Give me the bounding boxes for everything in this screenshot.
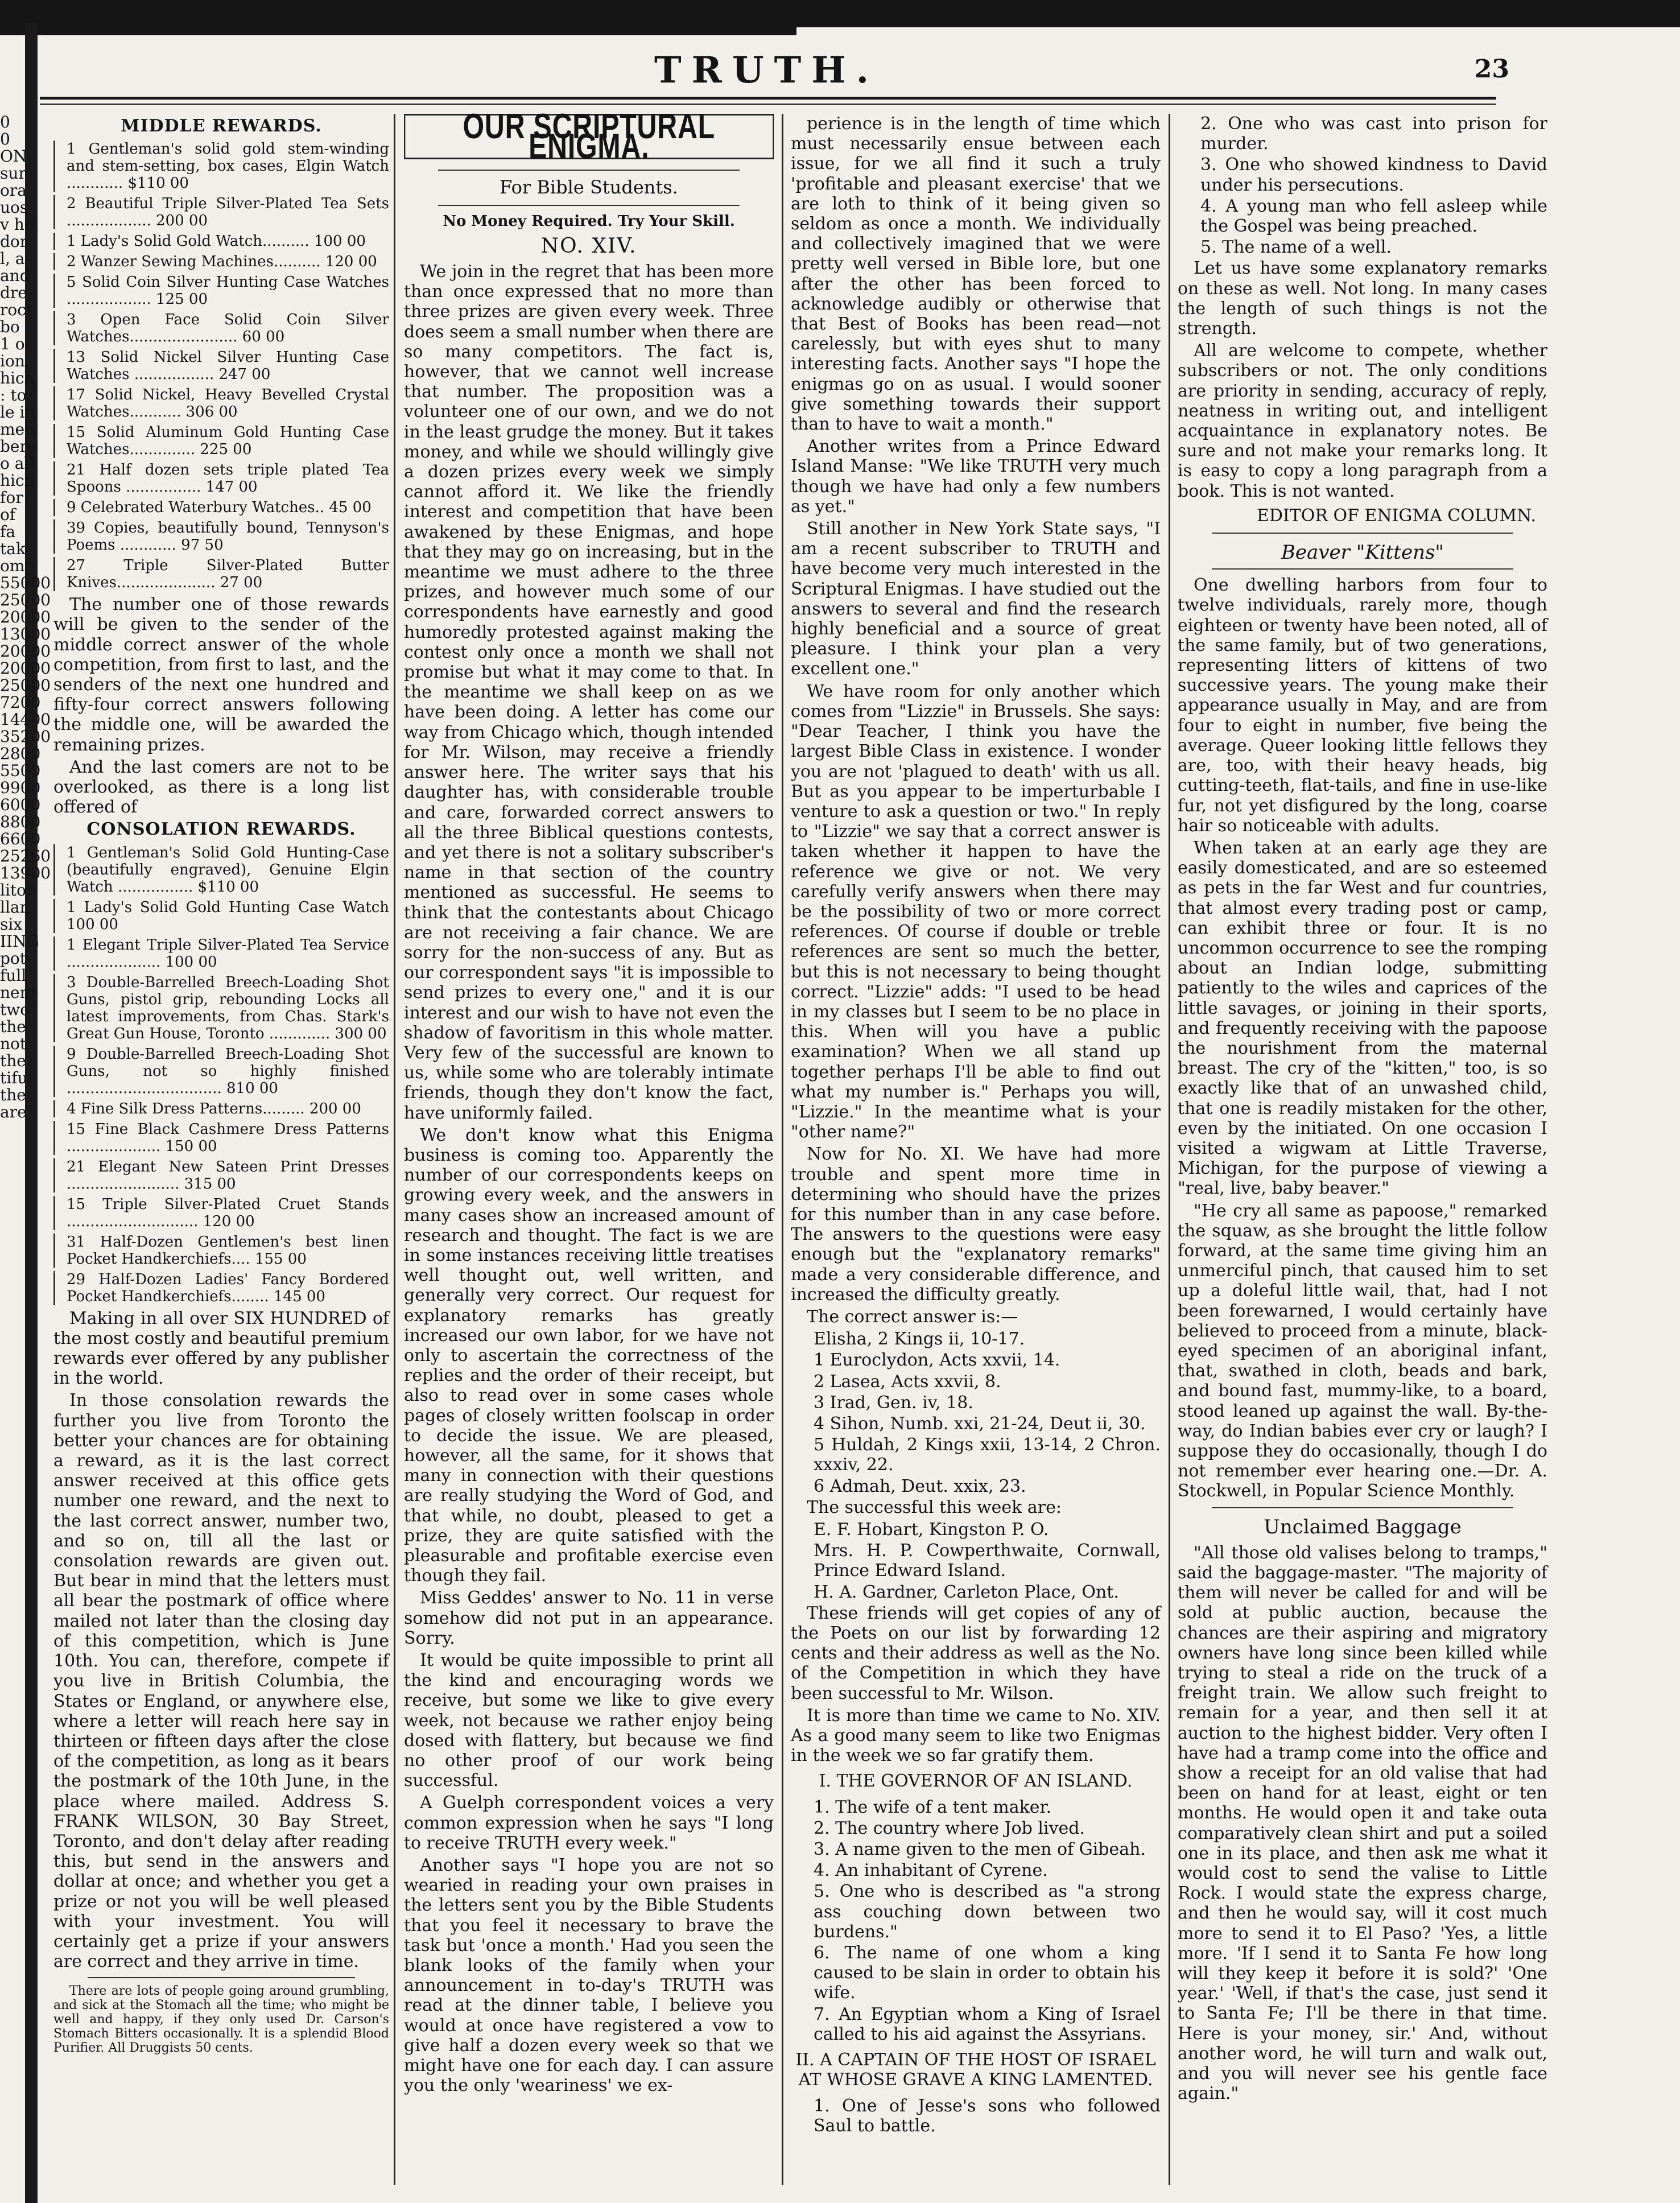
paragraph: When taken at an early age they are easily domesticated, and are so esteemed as pets in the far West and fur countries, that almost every trading post or camp, can exhibit three or four. It is no uncommon occurrence to see the romping about an Indian lodge, submitting patiently to the wiles and caprices of the little savages, or joining in their sports, and frequently receiving with the papoose the nourishment from the maternal breast. The cry of the "kitten," too, is so exactly like that of an unwashed child, that one is readily mistaken for the other, even by the initiated. On one occasion I visited a wigwam at Little Traverse, Michigan, for the purpose of viewing a "real, live, baby beaver." bbox=[1178, 838, 1547, 1199]
advertisement-text: There are lots of people going around grumbling, and sick at the Stomach all the time; who might be well and happy, if they only used Dr. Carson's Stomach Bitters occasionally. It is a splendid Blood Purifier. All Druggists 50 cents. bbox=[53, 1984, 389, 2056]
reward-item: 29 Half-Dozen Ladies' Fancy Bordered Pocket Handkerchiefs........ 145 00 bbox=[53, 1271, 389, 1305]
reward-item: 1 Gentleman's solid gold stem-winding and stem-setting, box cases, Elgin Watch ............ $110 00 bbox=[53, 141, 389, 192]
question-item: 5. The name of a well. bbox=[1200, 237, 1392, 258]
enigma-tagline: No Money Required. Try Your Skill. bbox=[443, 212, 735, 230]
margin-fragment: uos bbox=[0, 198, 28, 217]
margin-fragment: dor bbox=[0, 232, 28, 251]
reward-item: 1 Elegant Triple Silver-Plated Tea Service .................... 100 00 bbox=[53, 937, 389, 971]
question-2-list-continued bbox=[1178, 114, 1547, 257]
paragraph: perience is in the length of time which must necessarily ensue between each issue, for we all find it such a truly 'profitable and pleasant exercise' that we are loth to think of it being given so seldom as once a month. We individually and collectively imagined that we were pretty well versed in Bible lore, but one after the other has been forced to acknowledge audibly or otherwise that that Best of Books has been read—not carelessly, but with eyes shut to many interesting facts. Another says "I hope the enigmas go on as usual. I would sooner give something towards their support than to have to wait a month." bbox=[791, 114, 1161, 435]
margin-fragment: 20000 bbox=[0, 608, 51, 626]
question-2-list bbox=[791, 2096, 1161, 2136]
question-item: 2. The country where Job lived. bbox=[814, 1818, 1085, 1838]
question-item: 3. A name given to the men of Gibeah. bbox=[814, 1839, 1146, 1860]
kittens-paragraphs bbox=[1178, 575, 1547, 1501]
question-2-title: II. A CAPTAIN OF THE HOST OF ISRAEL AT WHOSE GRAVE A KING LAMENTED. bbox=[795, 2050, 1156, 2090]
answer-item: Elisha, 2 Kings ii, 10-17. bbox=[814, 1329, 1025, 1350]
margin-fragment: 5500 bbox=[0, 761, 41, 780]
winner-list bbox=[791, 1520, 1161, 1602]
reward-item: 5 Solid Coin Silver Hunting Case Watches .................. 125 00 bbox=[53, 274, 389, 308]
reward-item: 9 Double-Barrelled Breech-Loading Shot Guns, not so highly finished ................................. 810 00 bbox=[53, 1046, 389, 1097]
divider bbox=[1212, 568, 1513, 570]
winner-item: H. A. Gardner, Carleton Place, Ont. bbox=[814, 1582, 1119, 1602]
column-divider-1 bbox=[394, 114, 395, 2185]
margin-fragment: hich bbox=[0, 369, 35, 387]
answer-item: 5 Huldah, 2 Kings xxii, 13-14, 2 Chron. xxxiv, 22. bbox=[814, 1435, 1161, 1475]
margin-fragment: 6000 bbox=[0, 795, 41, 814]
reward-item: 27 Triple Silver-Plated Butter Knives..................... 27 00 bbox=[53, 557, 389, 591]
reward-item: 3 Double-Barrelled Breech-Loading Shot Guns, pistol grip, rebounding Locks all latest improvements, from Chas. Stark's Great Gun House, Toronto ............. 300 00 bbox=[53, 974, 389, 1042]
paragraph: It would be quite impossible to print all the kind and encouraging words we receive, but some we like to give every week, not because we rather enjoy being dosed with flattery, but because we find no other proof of our work being successful. bbox=[404, 1651, 774, 1791]
successful-intro: The successful this week are: bbox=[807, 1497, 1062, 1517]
answer-intro: The correct answer is:— bbox=[807, 1306, 1018, 1327]
paragraph: Now for No. XI. We have had more trouble and spent more time in determining who should have the prizes for this number than in any case before. The answers to the questions were easy enough but the "explanatory remarks" made a very considerable difference, and increased the difficulty greatly. bbox=[791, 1144, 1161, 1305]
page-title: TRUTH. bbox=[654, 49, 879, 92]
consolation-rewards-title: CONSOLATION REWARDS. bbox=[86, 819, 356, 840]
margin-fragment: 20000 bbox=[0, 659, 51, 678]
reward-item: 21 Half dozen sets triple plated Tea Spoons ................ 147 00 bbox=[53, 461, 389, 496]
margin-fragment: ion bbox=[0, 352, 25, 370]
margin-fragment: : to bbox=[0, 386, 27, 405]
question-item: 5. One who is described as "a strong ass couching down between two burdens." bbox=[814, 1882, 1161, 1942]
margin-fragment: ora bbox=[0, 181, 27, 200]
margin-fragment: 55000 bbox=[0, 574, 51, 592]
middle-rewards-list bbox=[53, 141, 389, 591]
divider bbox=[88, 1977, 355, 1978]
margin-fragment: ON bbox=[0, 147, 27, 166]
reward-item: 17 Solid Nickel, Heavy Bevelled Crystal Watches........... 306 00 bbox=[53, 386, 389, 420]
question-item: 4. An inhabitant of Cyrene. bbox=[814, 1860, 1048, 1881]
winner-item: Mrs. H. P. Cowperthwaite, Cornwall, Prince Edward Island. bbox=[814, 1541, 1161, 1581]
reward-item: 15 Triple Silver-Plated Cruet Stands ............................ 120 00 bbox=[53, 1196, 389, 1230]
margin-fragment: tak bbox=[0, 539, 26, 558]
column-divider-3 bbox=[1169, 114, 1170, 2185]
margin-fragment: 9900 bbox=[0, 778, 41, 797]
top-scan-edge-2 bbox=[0, 27, 796, 35]
margin-fragment: full bbox=[0, 966, 27, 985]
answer-item: 3 Irad, Gen. iv, 18. bbox=[814, 1392, 973, 1413]
margin-fragment: dre bbox=[0, 283, 27, 302]
baggage-paragraph: "All those old valises belong to tramps," said the baggage-master. "The majority of them will never be called for and will be sold at public auction, because the chances are their aspiring and migratory owners have long since been killed while trying to steal a ride on the truck of a freight train. We allow such freight to remain for a year, and then sell it at auction to the highest bidder. Very often I have had a tramp come into the office and show a receipt for an old valise that had been on hand for at least, eight or ten months. He would open it and take outa comparatively clean shirt and put a soiled one in its place, and then ask me what it would cost to send the valise to Little Rock. I would state the express charge, and then he would say, will it cost much more to send it to El Paso? 'Yes, a little more. 'If I send it to Santa Fe how long will they keep it before it is sold?' 'One year.' 'Well, if that's the case, just send it to Santa Fe; I'll be there in that time. Here is your money, sir.' And, without another word, he will turn and walk out, and you will never see his gentle face again." bbox=[1178, 1542, 1547, 2104]
margin-fragment: are bbox=[0, 1103, 27, 1121]
paragraph: A Guelph correspondent voices a very common expression when he says "I long to receive TRUTH every week." bbox=[404, 1793, 774, 1853]
answer-item: 4 Sihon, Numb. xxi, 21-24, Deut ii, 30. bbox=[814, 1414, 1146, 1434]
question-item: 6. The name of one whom a king caused to be slain in order to obtain his wife. bbox=[814, 1943, 1161, 2003]
margin-fragment: 7200 bbox=[0, 693, 41, 712]
middle-paragraph-2: And the last comers are not to be overlooked, as there is a long list offered of bbox=[53, 757, 389, 818]
after-paragraph: These friends will get copies of any of the Poets on our list by forwarding 12 cents and their address as well as the No. of the Competition in which they have been successful to Mr. Wilson. bbox=[791, 1603, 1161, 1703]
margin-fragment: 25260 bbox=[0, 847, 51, 865]
margin-fragment: for bbox=[0, 488, 23, 507]
enigma-number: NO. XIV. bbox=[540, 234, 637, 258]
margin-fragment: and bbox=[0, 266, 30, 285]
top-scan-edge bbox=[0, 0, 1680, 27]
reward-item: 13 Solid Nickel Silver Hunting Case Watches ................. 247 00 bbox=[53, 349, 389, 383]
margin-fragment: bero bbox=[0, 437, 37, 456]
divider bbox=[438, 170, 740, 171]
enigma-title: OUR SCRIPTURAL ENIGMA. bbox=[404, 114, 774, 159]
reward-item: 39 Copies, beautifully bound, Tennyson's Poems ............ 97 50 bbox=[53, 519, 389, 554]
margin-fragment: nent bbox=[0, 983, 36, 1002]
reward-item: 15 Solid Aluminum Gold Hunting Case Watches.............. 225 00 bbox=[53, 424, 389, 458]
enigma-paragraphs bbox=[404, 262, 774, 2095]
answer-item: 1 Euroclydon, Acts xxvii, 14. bbox=[814, 1350, 1060, 1371]
margin-fragment: the bbox=[0, 1017, 26, 1036]
closing-paragraph-2: In those consolation rewards the further you live from Toronto the better your chances are for obtaining a reward, as it is the last correct answer received at this office gets number one reward, and the next to the last correct answer, number two, and so on, till all the last or consolation rewards are given out. But bear in mind that the letters must all bear the postmark of office where mailed not later than the closing day of this competition, which is June 10th. You can, therefore, compete if you live in British Columbia, the States or England, or anywhere else, where a letter will reach here say in thirteen or fifteen days after the close of the competition, as long as it bears the postmark of the 10th June, in the place where mailed. Address S. FRANK WILSON, 30 Bay Street, Toronto, and don't delay after reading this, but send in the answers and dollar at once; and whether you get a prize or not you will be well pleased with your investment. You will certainly get a prize if your answers are correct and they arrive in time. bbox=[53, 1391, 389, 1972]
margin-fragment: le in bbox=[0, 403, 35, 422]
page-number: 23 bbox=[1474, 55, 1509, 84]
margin-fragment: roct bbox=[0, 300, 33, 319]
reward-item: 2 Beautiful Triple Silver-Plated Tea Sets .................. 200 00 bbox=[53, 195, 389, 229]
continued-paragraphs bbox=[791, 114, 1161, 1305]
margin-fragment: 8800 bbox=[0, 812, 41, 831]
margin-fragment: 0 bbox=[0, 130, 10, 148]
reward-item: 9 Celebrated Waterbury Watches.. 45 00 bbox=[53, 499, 389, 516]
question-item: 4. A young man who fell asleep while the Gospel was being preached. bbox=[1200, 196, 1547, 237]
remarks-paragraph: Let us have some explanatory remarks on these as well. Not long. In many cases the length of such things is not the strength. bbox=[1178, 258, 1547, 339]
paragraph: "He cry all same as papoose," remarked the squaw, as she brought the little follow forward, at the same time giving him an unmerciful pinch, that caused him to set up a doleful little wail, that, had I not been forewarned, I would certainly have believed to proceed from a minute, black-eyed specimen of an aboriginal infant, that, swathed in cloth, beads and bark, and bound fast, mummy-like, to a board, stood leaned up against the wall. By-the-way, do Indian babies ever cry or laugh? I suppose they do occasionally, though I do not remember ever hearing one.—Dr. A. Stockwell, in Popular Science Monthly. bbox=[1178, 1200, 1547, 1501]
margin-fragment: 25000 bbox=[0, 676, 51, 695]
rewards-column bbox=[53, 114, 389, 2057]
reward-item: 1 Gentleman's Solid Gold Hunting-Case (beautifully engraved), Genuine Elgin Watch ................ $110 00 bbox=[53, 844, 389, 896]
reward-item: 3 Open Face Solid Coin Silver Watches....................... 60 00 bbox=[53, 311, 389, 345]
divider bbox=[1212, 1507, 1513, 1508]
paragraph: Another says "I hope you are not so wearied in reading your own praises in the letters sent you by the Bible Students that you feel it necessary to brave the task but 'once a month.' Had you seen the blank looks of the family when your announcement in to-day's TRUTH was read at the dinner table, I believe you would at once have registered a vow to give half a dozen every week so that we might have one for each day. I can assure you the only 'weariness' we ex- bbox=[404, 1855, 774, 2096]
question-item: 7. An Egyptian whom a King of Israel called to his aid against the Assyrians. bbox=[814, 2004, 1161, 2044]
margin-fragment: hich bbox=[0, 471, 35, 490]
reward-item: 21 Elegant New Sateen Print Dresses ........................ 315 00 bbox=[53, 1158, 389, 1193]
paragraph: We have room for only another which comes from "Lizzie" in Brussels. She says: "Dear Teacher, I think you have the largest Bible Class in existence. I wonder you are not 'plagued to death' with us all. But as you appear to be imperturbable I venture to ask a question or two." In reply to "Lizzie" we say that a correct answer is taken whether it happen to have the reference we give or not. We very carefully verify answers when there may be the possibility of two or more correct references. Of course if double or treble references are sent so much the better, but this is not necessary to being thought correct. "Lizzie" adds: "I used to be head in my classes but I seem to be no place in this. When will you have a public examination? When we all stand up together perhaps I'll be able to find out what my number is." Perhaps you will, "Lizzie." In the meantime what is your "other name?" bbox=[791, 681, 1161, 1142]
margin-fragment: of bbox=[0, 505, 16, 524]
margin-fragment: pot- bbox=[0, 949, 32, 968]
margin-fragment: 6600 bbox=[0, 830, 41, 848]
divider bbox=[1212, 533, 1513, 534]
paragraph: One dwelling harbors from four to twelve individuals, rarely more, though eighteen or twenty have been noted, all of the same family, but of two generations, representing litters of kittens of two successive years. The young make their appearance usually in May, and are from four to eight in number, five being the average. Queer looking little fellows they are, too, with their heavy heads, big cutting-teeth, flat-tails, and fine in use-like fur, not yet disfigured by the long, coarse hair so noticeable with adults. bbox=[1178, 575, 1547, 836]
margin-fragment: 13900 bbox=[0, 864, 51, 882]
margin-fragment: the bbox=[0, 1051, 26, 1070]
margin-fragment: the bbox=[0, 1086, 26, 1104]
consolation-rewards-list bbox=[53, 844, 389, 1305]
paragraph: We join in the regret that has been more than once expressed that no more than three prizes are given every week. Three does seem a small number when there are so many competitors. The fact is, however, that we cannot well increase that number. The proposition was a volunteer one of our own, and we do not in the least grudge the money. But it takes money, and while we should willingly give a dozen prizes every week we simply cannot afford it. We like the friendly interest and competition that have been awakened by these Enigmas, and hope that they may go on increasing, but in the meantime we must adhere to the three prizes, and however much some of our correspondents have earnestly and good humoredly protested against making the contest only once a month we shall not promise but what it may come to that. In the meantime we shall keep on as we have been doing. A letter has come our way from Chicago which, though intended for Mr. Wilson, may receive a friendly answer here. The writer says that his daughter has, with considerable trouble and care, forwarded correct answers to all the three Biblical questions contests, and yet there is not a solitary subscriber's name in that section of the country mentioned as successful. He seems to think that the contestants about Chicago are not receiving a fair chance. We are sorry for the non-success of any. But as our correspondent says "it is impossible to send prizes to every one," and it is our interest and our wish to have not even the shadow of favoritism in this whole matter. Very few of the successful are known to us, while some who are tolerably intimate friends, though they don't know the fact, have uniformly failed. bbox=[404, 262, 774, 1123]
question-1-list bbox=[791, 1797, 1161, 2044]
margin-fragment: l, a bbox=[0, 249, 25, 268]
margin-fragment: bo bbox=[0, 317, 20, 336]
margin-fragment: not bbox=[0, 1034, 27, 1053]
kittens-heading: Beaver "Kittens" bbox=[1281, 541, 1444, 564]
margin-fragment: men bbox=[0, 420, 35, 439]
winner-item: E. F. Hobart, Kingston P. O. bbox=[814, 1520, 1049, 1540]
margin-fragment: llar, bbox=[0, 898, 31, 917]
closing-paragraph: Making in all over SIX HUNDRED of the most costly and beautiful premium rewards ever offered by any publisher in the world. bbox=[53, 1308, 389, 1389]
enigma-continued-column bbox=[791, 114, 1161, 2137]
enigma-subtitle: For Bible Students. bbox=[500, 176, 678, 199]
enigma-column bbox=[404, 107, 774, 2098]
margin-fragment: two bbox=[0, 1000, 30, 1019]
paragraph: Still another in New York State says, "I am a recent subscriber to TRUTH and have become very much interested in the Scriptural Enigmas. I have studied out the answers to several and find the research highly beneficial and a source of great pleasure. I think your plan a very excellent one." bbox=[791, 519, 1161, 679]
middle-rewards-title: MIDDLE REWARDS. bbox=[121, 116, 322, 136]
margin-fragment: 1 o bbox=[0, 335, 25, 353]
margin-fragment: 0 bbox=[0, 113, 10, 131]
margin-fragment: tiful bbox=[0, 1069, 33, 1087]
margin-fragment: fa bbox=[0, 522, 16, 541]
after-paragraph-2: It is more than time we came to No. XIV. As a good many seem to like two Enigmas in the week we so far gratify them. bbox=[791, 1705, 1161, 1766]
margin-fragment: 13000 bbox=[0, 625, 51, 643]
paragraph: Another writes from a Prince Edward Island Manse: "We like TRUTH very much though we have had only a few numbers as yet." bbox=[791, 436, 1161, 517]
margin-fragment: o all bbox=[0, 454, 35, 473]
kittens-column bbox=[1178, 114, 1547, 2106]
answer-item: 2 Lasea, Acts xxvii, 8. bbox=[814, 1371, 1001, 1392]
question-1-title: I. THE GOVERNOR OF AN ISLAND. bbox=[819, 1771, 1133, 1792]
divider bbox=[438, 205, 740, 206]
question-item: 1. One of Jesse's sons who followed Saul to battle. bbox=[814, 2095, 1161, 2136]
paragraph: Miss Geddes' answer to No. 11 in verse somehow did not put in an appearance. Sorry. bbox=[404, 1588, 774, 1648]
header-rule-thin bbox=[40, 104, 1496, 105]
reward-item: 31 Half-Dozen Gentlemen's best linen Pocket Handkerchiefs.... 155 00 bbox=[53, 1233, 389, 1268]
reward-item: 4 Fine Silk Dress Patterns......... 200 00 bbox=[53, 1100, 389, 1117]
welcome-paragraph: All are welcome to compete, whether subscribers or not. The only conditions are priority in sending, accuracy of reply, neatness in writing out, and intelligent acquaintance in explanatory notes. Be sure and not make your remarks long. It is easy to copy a long paragraph from a book. This is not wanted. bbox=[1178, 341, 1547, 501]
baggage-heading: Unclaimed Baggage bbox=[1264, 1515, 1462, 1538]
margin-fragment: sur bbox=[0, 164, 26, 183]
margin-fragment: 2800 bbox=[0, 744, 41, 763]
middle-paragraph: The number one of those rewards will be given to the sender of the middle correct answer of the whole competition, from first to last, and the senders of the next one hundred and fifty-four correct answers following the middle one, will be awarded the remaining prizes. bbox=[53, 595, 389, 755]
question-item: 1. The wife of a tent maker. bbox=[814, 1797, 1052, 1817]
margin-fragment: six bbox=[0, 915, 23, 934]
reward-item: 1 Lady's Solid Gold Watch.......... 100 00 bbox=[53, 233, 389, 250]
column-divider-2 bbox=[782, 114, 783, 2185]
editor-signature: EDITOR OF ENIGMA COLUMN. bbox=[1256, 505, 1536, 526]
margin-fragment: 25000 bbox=[0, 591, 51, 609]
left-margin-fragments bbox=[0, 113, 51, 1121]
question-item: 3. One who showed kindness to David under his persecutions. bbox=[1200, 155, 1547, 195]
reward-item: 1 Lady's Solid Gold Hunting Case Watch 100 00 bbox=[53, 899, 389, 933]
margin-fragment: 20000 bbox=[0, 642, 51, 661]
reward-item: 2 Wanzer Sewing Machines.......... 120 00 bbox=[53, 253, 389, 270]
margin-fragment: 35200 bbox=[0, 727, 51, 746]
margin-fragment: v he bbox=[0, 215, 34, 234]
margin-fragment: ome bbox=[0, 556, 34, 575]
reward-item: 15 Fine Black Cashmere Dress Patterns .................... 150 00 bbox=[53, 1121, 389, 1155]
margin-fragment: litor bbox=[0, 881, 34, 900]
margin-fragment: 14400 bbox=[0, 710, 51, 729]
answer-list bbox=[791, 1329, 1161, 1496]
header-rule bbox=[40, 97, 1496, 100]
paragraph: We don't know what this Enigma business is coming too. Apparently the number of our correspondents keeps on growing every week, and the answers in many cases show an increased amount of research and thought. The fact is we are in some instances receiving little treatises well thought out, well written, and generally very correct. Our request for explanatory remarks has greatly increased our own labor, for we have not only to ascertain the correctness of the replies and the order of their receipt, but also to read over in some cases whole pages of closely written foolscap in order to decide the issue. We are pleased, however, all the same, for it shows that many in connection with their questions are really studying the Word of God, and that while, no doubt, pleased to get a prize, they are quite satisfied with the pleasurable and profitable exercise even though they fail. bbox=[404, 1125, 774, 1586]
answer-item: 6 Admah, Deut. xxix, 23. bbox=[814, 1476, 1026, 1496]
question-item: 2. One who was cast into prison for murder. bbox=[1200, 114, 1547, 154]
margin-fragment: IING bbox=[0, 932, 39, 951]
